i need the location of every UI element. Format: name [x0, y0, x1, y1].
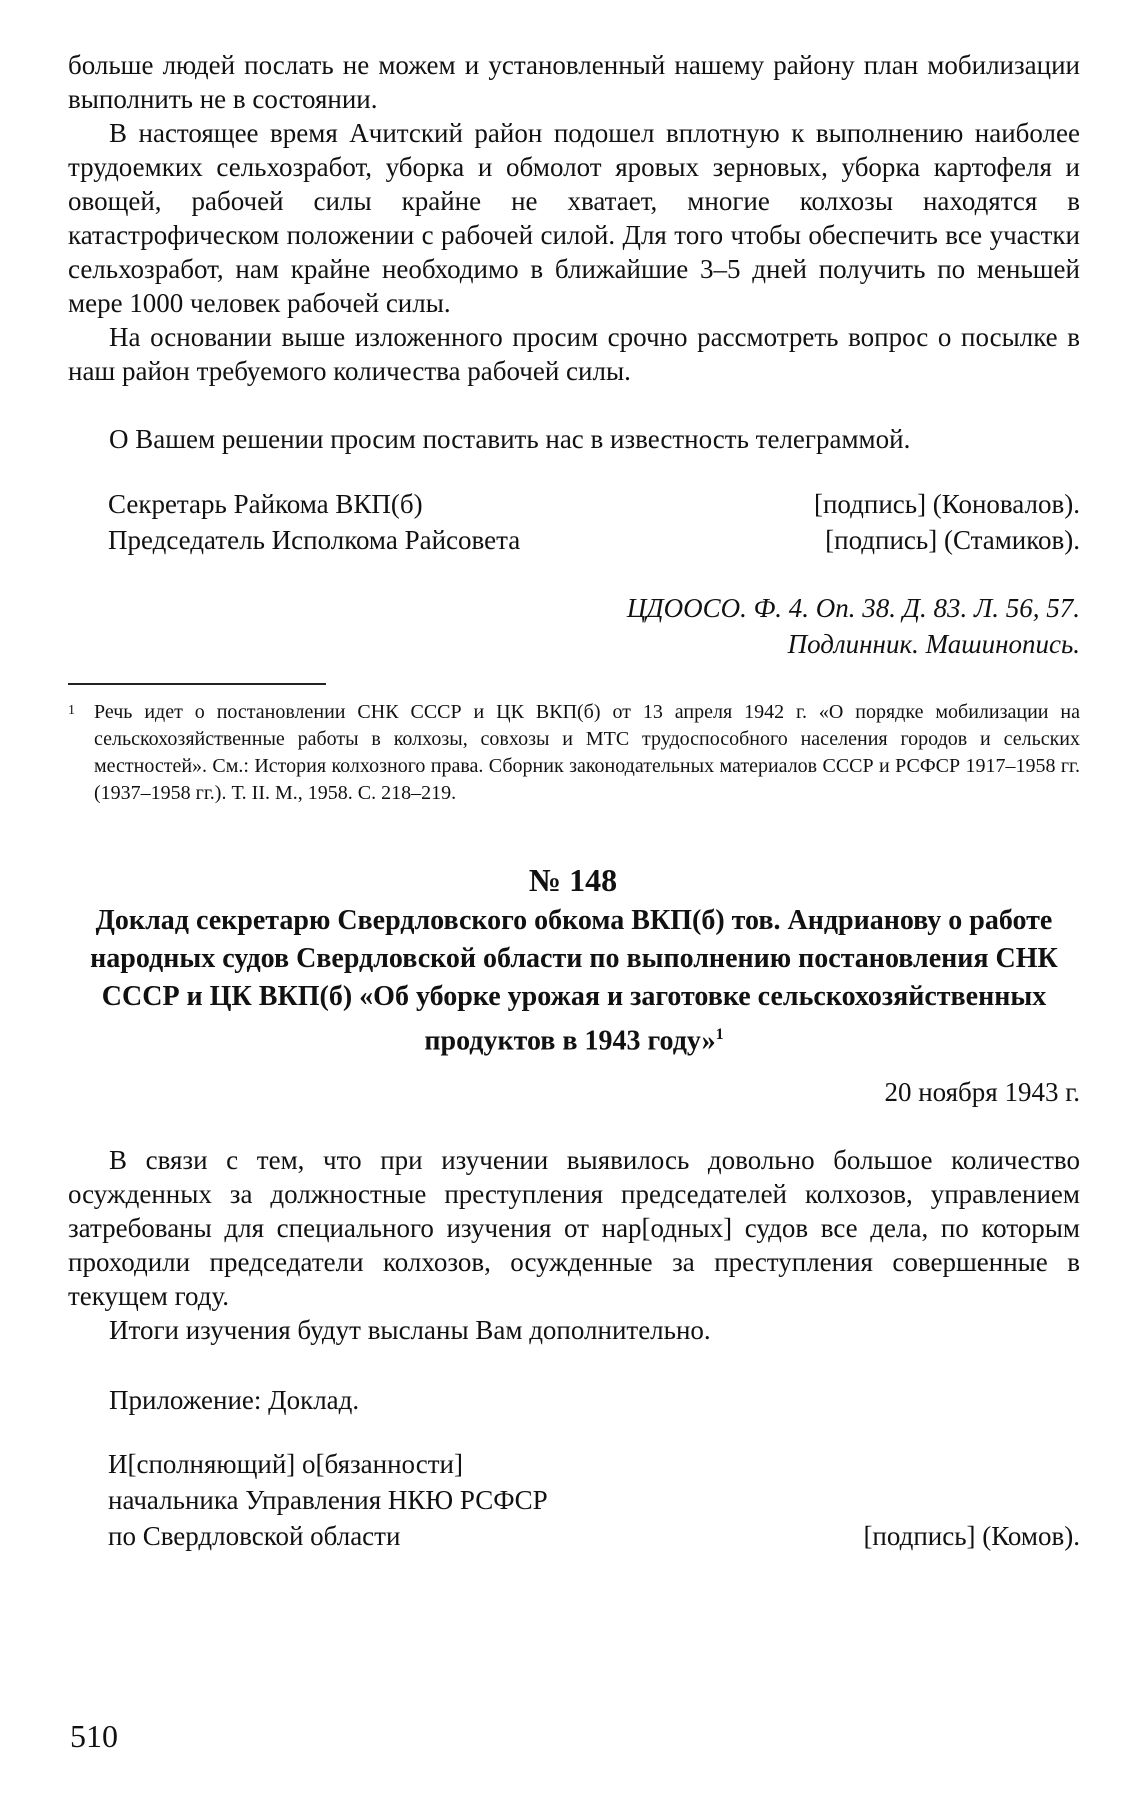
- paragraph-telegram: О Вашем решении просим поставить нас в известность телеграммой.: [109, 424, 911, 454]
- page-number: 510: [70, 1718, 118, 1754]
- signature-name: [подпись] (Стамиков).: [825, 525, 1080, 555]
- appendix-line: Приложение: Доклад.: [109, 1385, 360, 1415]
- paragraph-achit-district: В настоящее время Ачитский район подошел вплотную к выполнению наиболее трудоемких сельхозработ, уборка и обмолот яровых зерновых, уборка картофеля и овощей, рабочей силы крайне не хватает, многие колхозы находятся в катастрофическом положении с рабочей силой. Для того чтобы обеспечить все участки сельхозработ, нам крайне необходимо в ближайшие 3–5 дней получить по меньшей мере 1000 человек рабочей силы.: [68, 118, 1080, 318]
- archive-reference: [627, 590, 1080, 662]
- signature-block-nkyu: [108, 1446, 1080, 1554]
- footnote-text: Речь идет о постановлении СНК СССР и ЦК ВКП(б) от 13 апреля 1942 г. «О порядке мобилизации на сельскохозяйственные работы в колхозы, совхозы и МТС трудоспособного населения городов и сельских местностей». См.: История колхозного права. Сборник законодательных материалов СССР и РСФСР 1917–1958 гг. (1937–1958 гг.). Т. II. М., 1958. С. 218–219.: [94, 701, 1080, 804]
- signatory-title: Председатель Исполкома Райсовета: [108, 525, 521, 555]
- signature-block-district: [108, 486, 1080, 558]
- signatory-title: Секретарь Райкома ВКП(б): [108, 489, 423, 519]
- document-date: 20 ноября 1943 г.: [884, 1077, 1080, 1107]
- archive-type: Подлинник. Машинопись.: [787, 629, 1080, 659]
- footnote-mark: 1: [68, 703, 75, 718]
- paragraph-investigation: В связи с тем, что при изучении выявилось довольно большое количество осужденных за должностные преступления председателей колхозов, управлением затребованы для специального изучения от нар[одных] судов все дела, по которым проходили председатели колхозов, осужденные за преступления совершенные в текущем году.: [68, 1145, 1080, 1311]
- document-number: № 148: [528, 862, 618, 898]
- title-footnote-mark: 1: [715, 1026, 724, 1043]
- paragraph-continuation: больше людей послать не можем и установленный нашему району план мобилизации выполнить не в состоянии.: [68, 50, 1080, 114]
- signatory-line: по Свердловской области: [108, 1521, 401, 1551]
- signatory-line: И[сполняющий] о[бязанности]: [108, 1449, 463, 1479]
- document-title-text: Доклад секретарю Свердловского обкома ВКП(б) тов. Андрианову о работе народных судов Свердловской области по выполнению постановления СНК СССР и ЦК ВКП(б) «Об уборке урожая и заготовке сельскохозяйственных продуктов в 1943 году»: [90, 905, 1058, 1057]
- signatory-line: начальника Управления НКЮ РСФСР: [108, 1485, 548, 1515]
- signature-name: [подпись] (Коновалов).: [813, 489, 1080, 519]
- paragraph-results: Итоги изучения будут высланы Вам дополнительно.: [109, 1315, 711, 1345]
- footnote-divider: [68, 683, 326, 685]
- document-title: [68, 902, 1080, 1060]
- paragraph-request: На основании выше изложенного просим срочно рассмотреть вопрос о посылке в наш район требуемого количества рабочей силы.: [68, 322, 1080, 386]
- archive-citation: ЦДООСО. Ф. 4. Оп. 38. Д. 83. Л. 56, 57.: [626, 593, 1080, 623]
- signature-name: [подпись] (Комов).: [863, 1521, 1080, 1551]
